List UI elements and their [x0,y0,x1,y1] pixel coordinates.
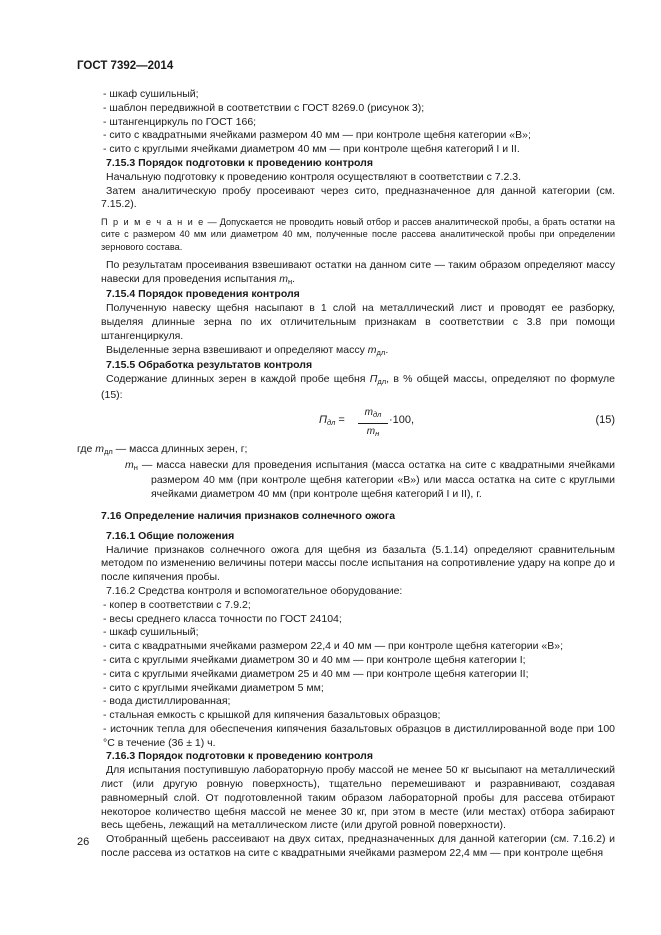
section-heading-7-15-3: 7.15.3 Порядок подготовки к проведению контроля [106,156,373,169]
paragraph [101,373,615,403]
subscript: дл [376,347,386,357]
list-item: - сита с квадратными ячейками размером 22,4 и 40 мм — при контроле щебня категории «В»; [103,640,563,653]
formula-15 [101,405,615,439]
list-item: - стальная емкость с крышкой для кипячения базальтовых образцов; [103,709,441,722]
paragraph: Затем аналитическую пробу просеивают через сито, предназначенное для данной категории (см. 7.15.2). [101,184,615,211]
paragraph: Отобранный щебень рассеивают на двух ситах, предназначенных для данной категории (см. 7.16.2) и после рассева из остатков на сите с квадратными ячейками размером 22,4 мм — при контроле щебня [101,833,615,860]
list-item: - штангенциркуль по ГОСТ 166; [103,115,257,128]
page-number: 26 [77,836,90,848]
formula-legend-row [77,443,615,459]
text-run: — масса длинных зерен, г; [112,442,248,455]
page-body [77,88,615,861]
list-item: - шкаф сушильный; [103,626,199,639]
symbol: m [367,343,377,356]
list-item: - сито с круглыми ячейками диаметром 40 мм — при контроле щебня категорий I и II. [103,143,520,156]
symbol: m [125,458,134,471]
subscript: дл [104,446,113,456]
note-text: — Допускается не проводить новый отбор и рассев аналитической пробы, а брать остатки на сите с размером 40 мм или диаметром 40 мм, полученные после рассева аналитической пробы при определении зернового состава. [101,217,615,252]
list-item: - источник тепла для обеспечения кипячения базальтовых образцов в дистиллированной воде при 100 °С в течение (36 ± 1) ч. [103,722,615,749]
text-run: . [292,272,296,285]
list-item: - вода дистиллированная; [103,695,231,708]
symbol: m [279,272,288,285]
subscript: дл [372,409,382,419]
text-run: . [385,343,389,356]
list-item: - сита с круглыми ячейками диаметром 30 и 40 мм — при контроле щебня категории I; [103,653,526,666]
section-heading-7-16-3: 7.16.3 Порядок подготовки к проведению контроля [106,750,373,763]
list-item: - сита с круглыми ячейками диаметром 25 и 40 мм — при контроле щебня категории II; [103,667,529,680]
section-heading-7-15-4: 7.15.4 Порядок проведения контроля [106,288,300,301]
list-item: - копер в соответствии с 7.9.2; [103,598,251,611]
paragraph: Начальную подготовку к проведению контроля осуществляют в соответствии с 7.2.3. [106,170,522,183]
list-item: - весы среднего класса точности по ГОСТ 24104; [103,612,342,625]
section-heading-7-16-2: 7.16.2 Средства контроля и вспомогательное оборудование: [106,584,403,597]
text-run: Содержание длинных зерен в каждой пробе щебня [106,373,370,386]
equals-sign: = [335,413,345,426]
list-item: - шкаф сушильный; [103,88,199,100]
note [101,216,615,253]
formula-number: (15) [595,413,615,426]
formula-legend-row [101,459,615,502]
formula-multiplier: ·100, [389,413,415,426]
list-item: - сито с круглыми ячейками диаметром 5 мм; [103,681,324,694]
paragraph: Полученную навеску щебня насыпают в 1 слой на металлический лист и проводят ее разборку, выделяя длинные зерна по их отличительным признакам в соответствии с 3.8 при помощи штангенциркуля. [101,302,615,342]
symbol: m [95,442,104,455]
subscript: дл [326,417,336,427]
paragraph: Для испытания поступившую лабораторную пробу массой не менее 50 кг высыпают на металлический лист (или другую ровную поверхность), тщательно перемешивают и разравнивают, создавая равномерный слой. От подготовленной таким образом лабораторной пробы для рассева отбирают некоторое количество щебня массой не менее 30 кг, при этом в месте (или местах) отбора забирают весь щебень, лежащий на металлическом листе (или другой ровной поверхности). [101,764,615,832]
formula-lhs [319,414,345,430]
symbol: m [364,406,373,418]
section-heading-7-16-1: 7.16.1 Общие положения [106,529,235,542]
symbol: П [369,373,378,386]
subscript: н [133,462,138,472]
paragraph [101,259,615,289]
section-heading-7-16: 7.16 Определение наличия признаков солнечного ожога [101,509,396,522]
subscript: н [375,428,380,438]
symbol: П [319,413,327,426]
list-item: - шаблон передвижной в соответствии с ГОСТ 8269.0 (рисунок 3); [103,101,425,114]
fraction-numerator [358,406,388,424]
paragraph: Наличие признаков солнечного ожога для щебня из базальта (5.1.14) определяют сравнительным методом по изменению величины потери массы после испытания на сопротивление удару на копре до и после кипячения пробы. [101,543,615,584]
note-label: П р и м е ч а н и е [101,217,205,228]
text-run: , в % общей массы, определяют по формуле (15): [101,373,615,401]
subscript: дл [377,377,387,387]
paragraph [101,344,615,360]
text-run: По результатам просеивания взвешивают остатки на данном сите — таким образом определяют массу навески для проведения испытания [101,258,615,285]
list-item: - сито с квадратными ячейками размером 40 мм — при контроле щебня категории «В»; [103,129,531,142]
document-code-header: ГОСТ 7392—2014 [77,60,174,72]
formula-fraction [358,406,388,441]
symbol: m [366,425,376,437]
text-run: где [77,442,96,455]
text-run: Выделенные зерна взвешивают и определяют массу [106,343,368,356]
section-heading-7-15-5: 7.15.5 Обработка результатов контроля [106,359,313,372]
fraction-denominator [358,424,388,441]
subscript: н [287,276,293,286]
text-run: — масса навески для проведения испытания (масса остатка на сите с квадратными ячейками размером 40 мм (при контроле щебня категории «В») или масса остатка на сите с круглыми ячейками диаметром 40 мм (при контроле щебня категорий I и II), г. [137,458,615,501]
